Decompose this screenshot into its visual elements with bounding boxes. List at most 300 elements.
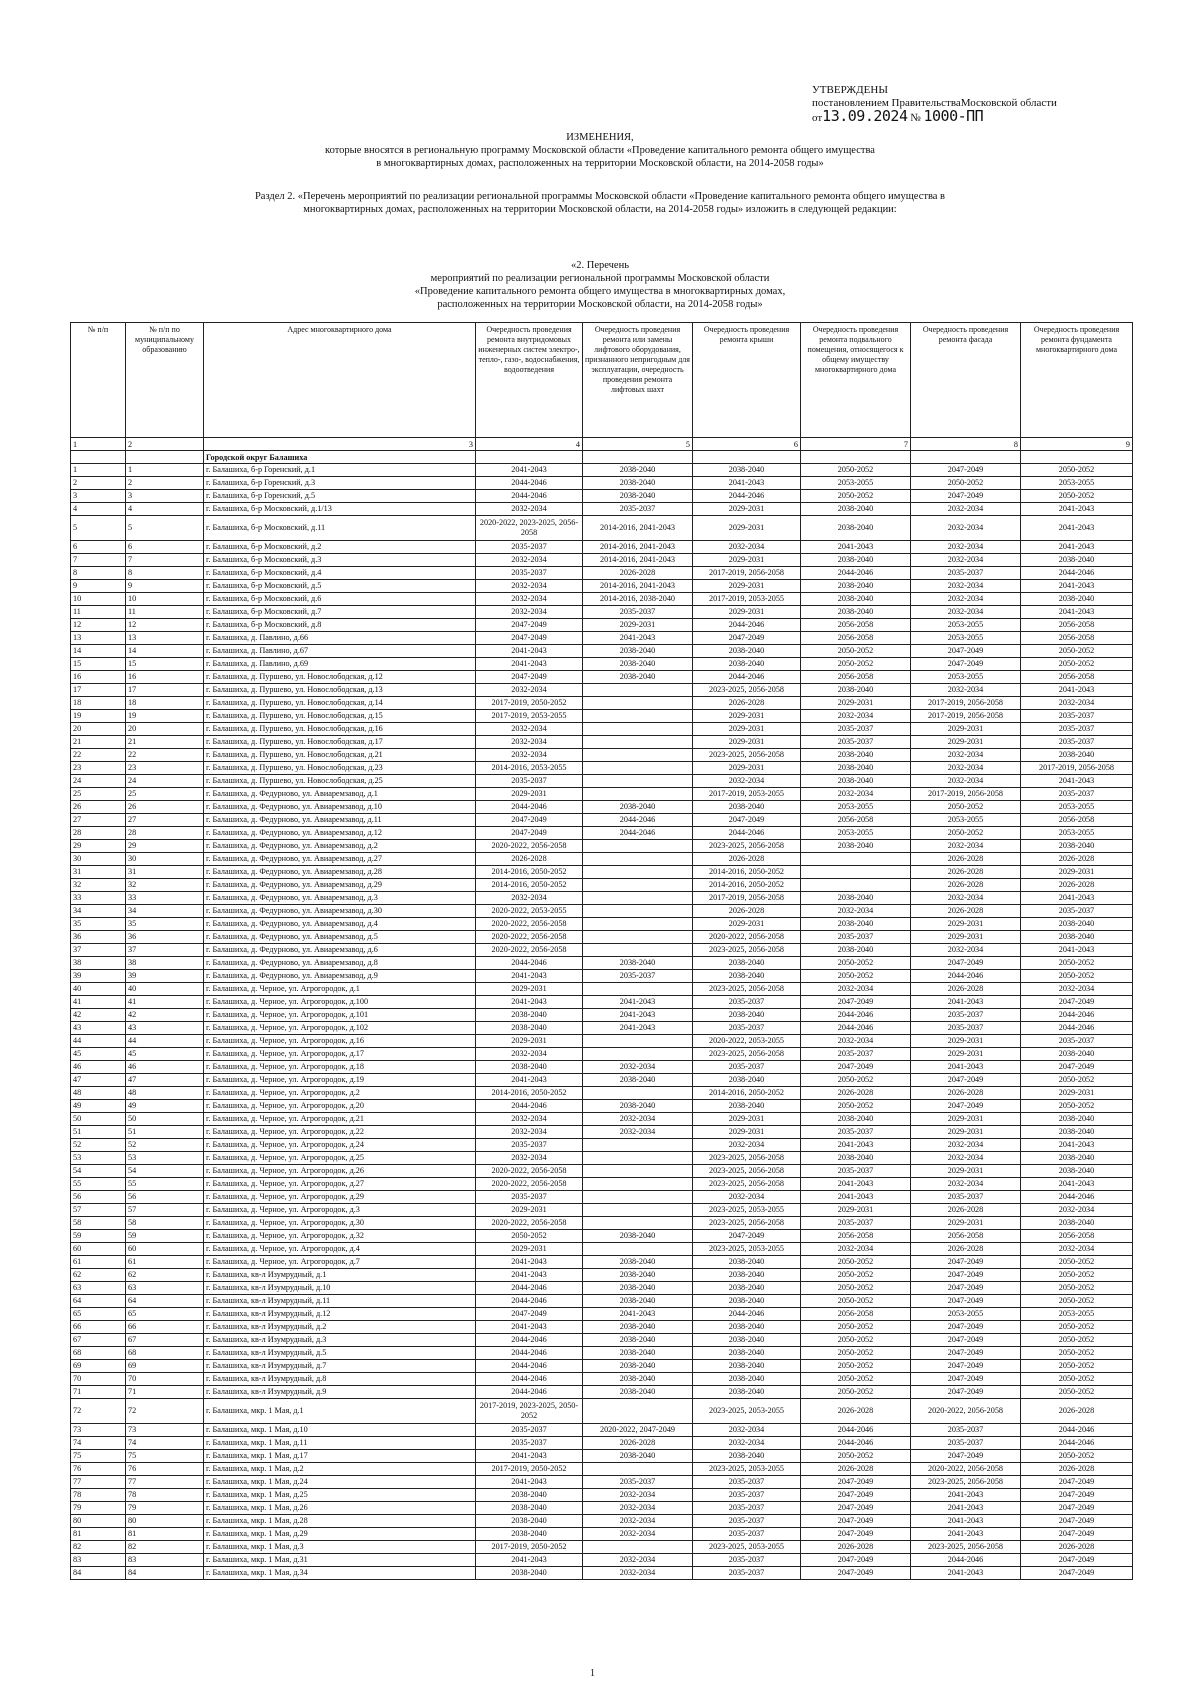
municipal-row-number: 44 bbox=[126, 1035, 204, 1048]
basement-cell: 2050-2052 bbox=[801, 1373, 911, 1386]
row-number: 19 bbox=[71, 710, 126, 723]
address-cell: г. Балашиха, д. Федурново, ул. Авиаремзавод, д.6 bbox=[204, 944, 476, 957]
municipal-row-number: 15 bbox=[126, 658, 204, 671]
table-row bbox=[71, 1489, 1133, 1502]
address-cell: г. Балашиха, б-р Московский, д.6 bbox=[204, 593, 476, 606]
row-number: 46 bbox=[71, 1061, 126, 1074]
elevator-cell: 2041-2043 bbox=[583, 996, 693, 1009]
address-cell: г. Балашиха, д. Павлино, д.69 bbox=[204, 658, 476, 671]
basement-cell: 2050-2052 bbox=[801, 957, 911, 970]
roof-cell: 2023-2025, 2053-2055 bbox=[693, 1243, 801, 1256]
basement-cell: 2047-2049 bbox=[801, 1554, 911, 1567]
foundation-cell: 2050-2052 bbox=[1021, 1282, 1133, 1295]
foundation-cell: 2041-2043 bbox=[1021, 503, 1133, 516]
basement-cell: 2035-2037 bbox=[801, 1126, 911, 1139]
basement-cell: 2038-2040 bbox=[801, 1152, 911, 1165]
table-row bbox=[71, 606, 1133, 619]
foundation-cell: 2041-2043 bbox=[1021, 580, 1133, 593]
changes-subtitle-1: которые вносятся в региональную программу Московской области «Проведение капитального ремонта общего имущества bbox=[325, 145, 875, 156]
engineering-systems-cell: 2047-2049 bbox=[476, 1308, 583, 1321]
foundation-cell: 2032-2034 bbox=[1021, 983, 1133, 996]
foundation-cell: 2050-2052 bbox=[1021, 490, 1133, 503]
basement-cell: 2053-2055 bbox=[801, 801, 911, 814]
basement-cell: 2050-2052 bbox=[801, 1256, 911, 1269]
table-row bbox=[71, 580, 1133, 593]
address-cell: г. Балашиха, д. Пуршево, ул. Новослободская, д.25 bbox=[204, 775, 476, 788]
municipal-row-number: 6 bbox=[126, 541, 204, 554]
table-row bbox=[71, 1230, 1133, 1243]
elevator-cell bbox=[583, 892, 693, 905]
foundation-cell: 2044-2046 bbox=[1021, 1191, 1133, 1204]
foundation-cell: 2047-2049 bbox=[1021, 1567, 1133, 1580]
foundation-cell: 2041-2043 bbox=[1021, 892, 1133, 905]
roof-cell: 2038-2040 bbox=[693, 801, 801, 814]
foundation-cell: 2038-2040 bbox=[1021, 593, 1133, 606]
list-title-1: «2. Перечень bbox=[571, 260, 629, 271]
table-row bbox=[71, 593, 1133, 606]
list-title-4: расположенных на территории Московской области, на 2014-2058 годы» bbox=[437, 299, 763, 310]
engineering-systems-cell: 2044-2046 bbox=[476, 1386, 583, 1399]
engineering-systems-cell: 2038-2040 bbox=[476, 1009, 583, 1022]
roof-cell: 2017-2019, 2053-2055 bbox=[693, 593, 801, 606]
table-row bbox=[71, 905, 1133, 918]
basement-cell: 2047-2049 bbox=[801, 1476, 911, 1489]
engineering-systems-cell: 2017-2019, 2023-2025, 2050-2052 bbox=[476, 1399, 583, 1424]
table-row bbox=[71, 1139, 1133, 1152]
basement-cell: 2038-2040 bbox=[801, 944, 911, 957]
roof-cell: 2038-2040 bbox=[693, 1009, 801, 1022]
elevator-cell bbox=[583, 1139, 693, 1152]
section-text-1: Раздел 2. «Перечень мероприятий по реализации региональной программы Московской области «Проведение капитального ремонта общего имущества в bbox=[254, 191, 946, 202]
row-number: 33 bbox=[71, 892, 126, 905]
basement-cell: 2050-2052 bbox=[801, 1450, 911, 1463]
facade-cell: 2056-2058 bbox=[911, 1230, 1021, 1243]
facade-cell: 2047-2049 bbox=[911, 645, 1021, 658]
facade-cell: 2035-2037 bbox=[911, 1009, 1021, 1022]
table-row bbox=[71, 1126, 1133, 1139]
basement-cell: 2056-2058 bbox=[801, 1308, 911, 1321]
row-number: 5 bbox=[71, 516, 126, 541]
roof-cell: 2029-2031 bbox=[693, 606, 801, 619]
facade-cell: 2035-2037 bbox=[911, 567, 1021, 580]
foundation-cell: 2050-2052 bbox=[1021, 970, 1133, 983]
address-cell: г. Балашиха, д. Черное, ул. Агрогородок, д.32 bbox=[204, 1230, 476, 1243]
table-row bbox=[71, 1399, 1133, 1424]
municipal-row-number: 73 bbox=[126, 1424, 204, 1437]
engineering-systems-cell: 2017-2019, 2050-2052 bbox=[476, 1463, 583, 1476]
foundation-cell: 2056-2058 bbox=[1021, 671, 1133, 684]
roof-cell: 2023-2025, 2056-2058 bbox=[693, 944, 801, 957]
roof-cell: 2047-2049 bbox=[693, 1230, 801, 1243]
engineering-systems-cell: 2047-2049 bbox=[476, 619, 583, 632]
basement-cell bbox=[801, 866, 911, 879]
facade-cell: 2047-2049 bbox=[911, 1360, 1021, 1373]
row-number: 79 bbox=[71, 1502, 126, 1515]
table-row bbox=[71, 736, 1133, 749]
table-row bbox=[71, 1178, 1133, 1191]
municipal-row-number: 54 bbox=[126, 1165, 204, 1178]
address-cell: г. Балашиха, д. Черное, ул. Агрогородок, д.26 bbox=[204, 1165, 476, 1178]
facade-cell: 2035-2037 bbox=[911, 1437, 1021, 1450]
basement-cell: 2050-2052 bbox=[801, 490, 911, 503]
facade-cell: 2047-2049 bbox=[911, 464, 1021, 477]
elevator-cell bbox=[583, 684, 693, 697]
table-row bbox=[71, 1347, 1133, 1360]
municipal-row-number: 58 bbox=[126, 1217, 204, 1230]
engineering-systems-cell: 2032-2034 bbox=[476, 1152, 583, 1165]
engineering-systems-cell: 2035-2037 bbox=[476, 1437, 583, 1450]
roof-cell: 2023-2025, 2053-2055 bbox=[693, 1204, 801, 1217]
foundation-cell: 2056-2058 bbox=[1021, 814, 1133, 827]
table-row bbox=[71, 1087, 1133, 1100]
basement-cell: 2032-2034 bbox=[801, 710, 911, 723]
elevator-cell: 2014-2016, 2041-2043 bbox=[583, 516, 693, 541]
municipal-row-number: 8 bbox=[126, 567, 204, 580]
engineering-systems-cell: 2017-2019, 2050-2052 bbox=[476, 697, 583, 710]
basement-cell: 2050-2052 bbox=[801, 1334, 911, 1347]
engineering-systems-cell: 2035-2037 bbox=[476, 1191, 583, 1204]
basement-cell: 2038-2040 bbox=[801, 918, 911, 931]
row-number: 27 bbox=[71, 814, 126, 827]
address-cell: г. Балашиха, д. Федурново, ул. Авиаремзавод, д.12 bbox=[204, 827, 476, 840]
engineering-systems-cell: 2044-2046 bbox=[476, 1100, 583, 1113]
elevator-cell: 2038-2040 bbox=[583, 957, 693, 970]
row-number: 39 bbox=[71, 970, 126, 983]
municipal-row-number: 32 bbox=[126, 879, 204, 892]
address-cell: г. Балашиха, д. Черное, ул. Агрогородок, д.20 bbox=[204, 1100, 476, 1113]
engineering-systems-cell: 2044-2046 bbox=[476, 490, 583, 503]
municipal-row-number: 38 bbox=[126, 957, 204, 970]
column-number: 5 bbox=[583, 438, 693, 451]
facade-cell: 2032-2034 bbox=[911, 503, 1021, 516]
row-number: 12 bbox=[71, 619, 126, 632]
roof-cell: 2035-2037 bbox=[693, 1528, 801, 1541]
engineering-systems-cell: 2044-2046 bbox=[476, 1360, 583, 1373]
facade-cell: 2029-2031 bbox=[911, 931, 1021, 944]
address-cell: г. Балашиха, д. Федурново, ул. Авиаремзавод, д.5 bbox=[204, 931, 476, 944]
row-number: 1 bbox=[71, 464, 126, 477]
facade-cell: 2047-2049 bbox=[911, 1269, 1021, 1282]
address-cell: г. Балашиха, д. Пуршево, ул. Новослободская, д.14 bbox=[204, 697, 476, 710]
address-cell: г. Балашиха, мкр. 1 Мая, д.24 bbox=[204, 1476, 476, 1489]
elevator-cell bbox=[583, 1035, 693, 1048]
address-cell: г. Балашиха, б-р Московский, д.8 bbox=[204, 619, 476, 632]
elevator-cell: 2038-2040 bbox=[583, 1373, 693, 1386]
foundation-cell: 2035-2037 bbox=[1021, 723, 1133, 736]
engineering-systems-cell: 2017-2019, 2053-2055 bbox=[476, 710, 583, 723]
table-row bbox=[71, 1152, 1133, 1165]
row-number: 83 bbox=[71, 1554, 126, 1567]
row-number: 77 bbox=[71, 1476, 126, 1489]
foundation-cell: 2056-2058 bbox=[1021, 619, 1133, 632]
elevator-cell: 2038-2040 bbox=[583, 1347, 693, 1360]
roof-cell: 2047-2049 bbox=[693, 632, 801, 645]
approval-line-2: постановлением ПравительстваМосковской области bbox=[812, 97, 1057, 109]
elevator-cell bbox=[583, 1217, 693, 1230]
address-cell: г. Балашиха, д. Черное, ул. Агрогородок, д.27 bbox=[204, 1178, 476, 1191]
address-cell: г. Балашиха, д. Федурново, ул. Авиаремзавод, д.11 bbox=[204, 814, 476, 827]
row-number: 18 bbox=[71, 697, 126, 710]
municipal-row-number: 55 bbox=[126, 1178, 204, 1191]
roof-cell: 2038-2040 bbox=[693, 1100, 801, 1113]
roof-cell: 2023-2025, 2056-2058 bbox=[693, 749, 801, 762]
engineering-systems-cell: 2032-2034 bbox=[476, 580, 583, 593]
facade-cell: 2017-2019, 2056-2058 bbox=[911, 788, 1021, 801]
roof-cell: 2032-2034 bbox=[693, 1437, 801, 1450]
row-number: 38 bbox=[71, 957, 126, 970]
foundation-cell: 2044-2046 bbox=[1021, 1022, 1133, 1035]
foundation-cell: 2047-2049 bbox=[1021, 1515, 1133, 1528]
elevator-cell: 2038-2040 bbox=[583, 1230, 693, 1243]
roof-cell: 2023-2025, 2056-2058 bbox=[693, 1152, 801, 1165]
roof-cell: 2017-2019, 2053-2055 bbox=[693, 788, 801, 801]
roof-cell: 2035-2037 bbox=[693, 1489, 801, 1502]
foundation-cell: 2050-2052 bbox=[1021, 957, 1133, 970]
roof-cell: 2023-2025, 2056-2058 bbox=[693, 1048, 801, 1061]
elevator-cell: 2014-2016, 2038-2040 bbox=[583, 593, 693, 606]
municipal-row-number: 3 bbox=[126, 490, 204, 503]
basement-cell: 2038-2040 bbox=[801, 503, 911, 516]
facade-cell: 2026-2028 bbox=[911, 905, 1021, 918]
table-row bbox=[71, 503, 1133, 516]
row-number: 15 bbox=[71, 658, 126, 671]
basement-cell: 2050-2052 bbox=[801, 1386, 911, 1399]
row-number: 17 bbox=[71, 684, 126, 697]
table-row bbox=[71, 879, 1133, 892]
address-cell: г. Балашиха, д. Федурново, ул. Авиаремзавод, д.10 bbox=[204, 801, 476, 814]
page-number: 1 bbox=[590, 1668, 595, 1679]
roof-cell: 2041-2043 bbox=[693, 477, 801, 490]
facade-cell: 2032-2034 bbox=[911, 554, 1021, 567]
roof-cell: 2020-2022, 2056-2058 bbox=[693, 931, 801, 944]
roof-cell: 2023-2025, 2056-2058 bbox=[693, 684, 801, 697]
roof-cell: 2029-2031 bbox=[693, 710, 801, 723]
row-number: 42 bbox=[71, 1009, 126, 1022]
table-row bbox=[71, 1476, 1133, 1489]
foundation-cell: 2047-2049 bbox=[1021, 1502, 1133, 1515]
roof-cell: 2032-2034 bbox=[693, 541, 801, 554]
table-row bbox=[71, 1035, 1133, 1048]
municipal-row-number: 83 bbox=[126, 1554, 204, 1567]
municipal-row-number: 53 bbox=[126, 1152, 204, 1165]
foundation-cell: 2050-2052 bbox=[1021, 658, 1133, 671]
engineering-systems-cell: 2035-2037 bbox=[476, 541, 583, 554]
basement-cell: 2035-2037 bbox=[801, 723, 911, 736]
header-cell: № п/п bbox=[71, 323, 126, 438]
municipal-row-number: 9 bbox=[126, 580, 204, 593]
roof-cell: 2017-2019, 2056-2058 bbox=[693, 892, 801, 905]
municipal-row-number: 26 bbox=[126, 801, 204, 814]
address-cell: г. Балашиха, д. Федурново, ул. Авиаремзавод, д.4 bbox=[204, 918, 476, 931]
basement-cell: 2047-2049 bbox=[801, 1489, 911, 1502]
row-number: 61 bbox=[71, 1256, 126, 1269]
address-cell: г. Балашиха, мкр. 1 Мая, д.26 bbox=[204, 1502, 476, 1515]
engineering-systems-cell: 2014-2016, 2050-2052 bbox=[476, 866, 583, 879]
basement-cell: 2035-2037 bbox=[801, 1048, 911, 1061]
row-number: 74 bbox=[71, 1437, 126, 1450]
municipal-row-number: 50 bbox=[126, 1113, 204, 1126]
roof-cell: 2035-2037 bbox=[693, 1476, 801, 1489]
engineering-systems-cell: 2041-2043 bbox=[476, 996, 583, 1009]
foundation-cell: 2050-2052 bbox=[1021, 1386, 1133, 1399]
elevator-cell: 2038-2040 bbox=[583, 1295, 693, 1308]
elevator-cell: 2041-2043 bbox=[583, 1308, 693, 1321]
elevator-cell bbox=[583, 1243, 693, 1256]
elevator-cell bbox=[583, 1048, 693, 1061]
engineering-systems-cell: 2035-2037 bbox=[476, 1424, 583, 1437]
foundation-cell: 2050-2052 bbox=[1021, 1373, 1133, 1386]
table-row bbox=[71, 1113, 1133, 1126]
roof-cell: 2038-2040 bbox=[693, 645, 801, 658]
address-cell: г. Балашиха, д. Черное, ул. Агрогородок, д.1 bbox=[204, 983, 476, 996]
elevator-cell bbox=[583, 710, 693, 723]
municipal-row-number: 29 bbox=[126, 840, 204, 853]
table-row bbox=[71, 1424, 1133, 1437]
address-cell: г. Балашиха, д. Черное, ул. Агрогородок, д.25 bbox=[204, 1152, 476, 1165]
table-row bbox=[71, 1321, 1133, 1334]
facade-cell: 2032-2034 bbox=[911, 684, 1021, 697]
facade-cell: 2047-2049 bbox=[911, 1386, 1021, 1399]
elevator-cell: 2035-2037 bbox=[583, 503, 693, 516]
elevator-cell bbox=[583, 1541, 693, 1554]
roof-cell: 2038-2040 bbox=[693, 1386, 801, 1399]
elevator-cell: 2038-2040 bbox=[583, 1386, 693, 1399]
foundation-cell: 2035-2037 bbox=[1021, 1035, 1133, 1048]
roof-cell: 2038-2040 bbox=[693, 1450, 801, 1463]
roof-cell: 2023-2025, 2056-2058 bbox=[693, 1165, 801, 1178]
roof-cell: 2035-2037 bbox=[693, 1022, 801, 1035]
municipal-row-number: 70 bbox=[126, 1373, 204, 1386]
basement-cell bbox=[801, 879, 911, 892]
district-row bbox=[71, 451, 1133, 464]
engineering-systems-cell: 2029-2031 bbox=[476, 788, 583, 801]
list-title-2: мероприятий по реализации региональной программы Московской области bbox=[430, 273, 770, 284]
table-row bbox=[71, 983, 1133, 996]
elevator-cell bbox=[583, 918, 693, 931]
basement-cell: 2041-2043 bbox=[801, 1191, 911, 1204]
basement-cell: 2056-2058 bbox=[801, 1230, 911, 1243]
address-cell: г. Балашиха, д. Черное, ул. Агрогородок, д.102 bbox=[204, 1022, 476, 1035]
facade-cell: 2029-2031 bbox=[911, 1035, 1021, 1048]
table-row bbox=[71, 541, 1133, 554]
facade-cell: 2044-2046 bbox=[911, 1554, 1021, 1567]
basement-cell: 2038-2040 bbox=[801, 1113, 911, 1126]
engineering-systems-cell: 2026-2028 bbox=[476, 853, 583, 866]
municipal-row-number: 12 bbox=[126, 619, 204, 632]
foundation-cell: 2032-2034 bbox=[1021, 1243, 1133, 1256]
engineering-systems-cell: 2038-2040 bbox=[476, 1528, 583, 1541]
foundation-cell: 2035-2037 bbox=[1021, 788, 1133, 801]
roof-cell: 2026-2028 bbox=[693, 697, 801, 710]
roof-cell: 2038-2040 bbox=[693, 1360, 801, 1373]
municipal-row-number: 78 bbox=[126, 1489, 204, 1502]
empty-cell bbox=[693, 451, 801, 464]
foundation-cell: 2050-2052 bbox=[1021, 1269, 1133, 1282]
elevator-cell: 2032-2034 bbox=[583, 1489, 693, 1502]
table-row bbox=[71, 1061, 1133, 1074]
municipal-row-number: 45 bbox=[126, 1048, 204, 1061]
engineering-systems-cell: 2050-2052 bbox=[476, 1230, 583, 1243]
table-row bbox=[71, 477, 1133, 490]
row-number: 71 bbox=[71, 1386, 126, 1399]
row-number: 21 bbox=[71, 736, 126, 749]
facade-cell: 2035-2037 bbox=[911, 1191, 1021, 1204]
foundation-cell: 2047-2049 bbox=[1021, 1554, 1133, 1567]
approval-date: 13.09.2024 bbox=[822, 107, 908, 125]
engineering-systems-cell: 2032-2034 bbox=[476, 554, 583, 567]
table-row bbox=[71, 1334, 1133, 1347]
facade-cell: 2032-2034 bbox=[911, 1152, 1021, 1165]
roof-cell: 2023-2025, 2053-2055 bbox=[693, 1399, 801, 1424]
program-table bbox=[70, 322, 1133, 1580]
address-cell: г. Балашиха, д. Черное, ул. Агрогородок, д.29 bbox=[204, 1191, 476, 1204]
municipal-row-number: 69 bbox=[126, 1360, 204, 1373]
address-cell: г. Балашиха, д. Пуршево, ул. Новослободская, д.16 bbox=[204, 723, 476, 736]
basement-cell: 2047-2049 bbox=[801, 1567, 911, 1580]
municipal-row-number: 48 bbox=[126, 1087, 204, 1100]
municipal-row-number: 52 bbox=[126, 1139, 204, 1152]
basement-cell: 2050-2052 bbox=[801, 1074, 911, 1087]
basement-cell: 2035-2037 bbox=[801, 1165, 911, 1178]
basement-cell: 2044-2046 bbox=[801, 1009, 911, 1022]
elevator-cell bbox=[583, 1204, 693, 1217]
table-row bbox=[71, 957, 1133, 970]
row-number: 78 bbox=[71, 1489, 126, 1502]
foundation-cell: 2032-2034 bbox=[1021, 1204, 1133, 1217]
basement-cell: 2050-2052 bbox=[801, 658, 911, 671]
address-cell: г. Балашиха, кв-л Изумрудный, д.5 bbox=[204, 1347, 476, 1360]
row-number: 24 bbox=[71, 775, 126, 788]
engineering-systems-cell: 2038-2040 bbox=[476, 1502, 583, 1515]
foundation-cell: 2050-2052 bbox=[1021, 1074, 1133, 1087]
elevator-cell bbox=[583, 1463, 693, 1476]
foundation-cell: 2038-2040 bbox=[1021, 840, 1133, 853]
row-number: 32 bbox=[71, 879, 126, 892]
address-cell: г. Балашиха, д. Черное, ул. Агрогородок, д.16 bbox=[204, 1035, 476, 1048]
address-cell: г. Балашиха, д. Федурново, ул. Авиаремзавод, д.8 bbox=[204, 957, 476, 970]
roof-cell: 2032-2034 bbox=[693, 1191, 801, 1204]
elevator-cell bbox=[583, 931, 693, 944]
foundation-cell: 2038-2040 bbox=[1021, 1126, 1133, 1139]
municipal-row-number: 79 bbox=[126, 1502, 204, 1515]
engineering-systems-cell: 2044-2046 bbox=[476, 1373, 583, 1386]
facade-cell: 2032-2034 bbox=[911, 593, 1021, 606]
table-row bbox=[71, 554, 1133, 567]
foundation-cell: 2050-2052 bbox=[1021, 1360, 1133, 1373]
row-number: 43 bbox=[71, 1022, 126, 1035]
municipal-row-number: 30 bbox=[126, 853, 204, 866]
address-cell: г. Балашиха, кв-л Изумрудный, д.7 bbox=[204, 1360, 476, 1373]
municipal-row-number: 17 bbox=[126, 684, 204, 697]
column-number: 4 bbox=[476, 438, 583, 451]
row-number: 25 bbox=[71, 788, 126, 801]
basement-cell: 2032-2034 bbox=[801, 788, 911, 801]
roof-cell: 2029-2031 bbox=[693, 554, 801, 567]
engineering-systems-cell: 2044-2046 bbox=[476, 477, 583, 490]
row-number: 56 bbox=[71, 1191, 126, 1204]
roof-cell: 2038-2040 bbox=[693, 1321, 801, 1334]
basement-cell: 2035-2037 bbox=[801, 931, 911, 944]
facade-cell: 2026-2028 bbox=[911, 1204, 1021, 1217]
roof-cell: 2023-2025, 2053-2055 bbox=[693, 1541, 801, 1554]
table-row bbox=[71, 970, 1133, 983]
basement-cell: 2038-2040 bbox=[801, 554, 911, 567]
roof-cell: 2029-2031 bbox=[693, 1113, 801, 1126]
foundation-cell: 2044-2046 bbox=[1021, 1424, 1133, 1437]
list-title-3: «Проведение капитального ремонта общего имущества в многоквартирных домах, bbox=[414, 286, 786, 297]
municipal-row-number: 80 bbox=[126, 1515, 204, 1528]
table-row bbox=[71, 567, 1133, 580]
